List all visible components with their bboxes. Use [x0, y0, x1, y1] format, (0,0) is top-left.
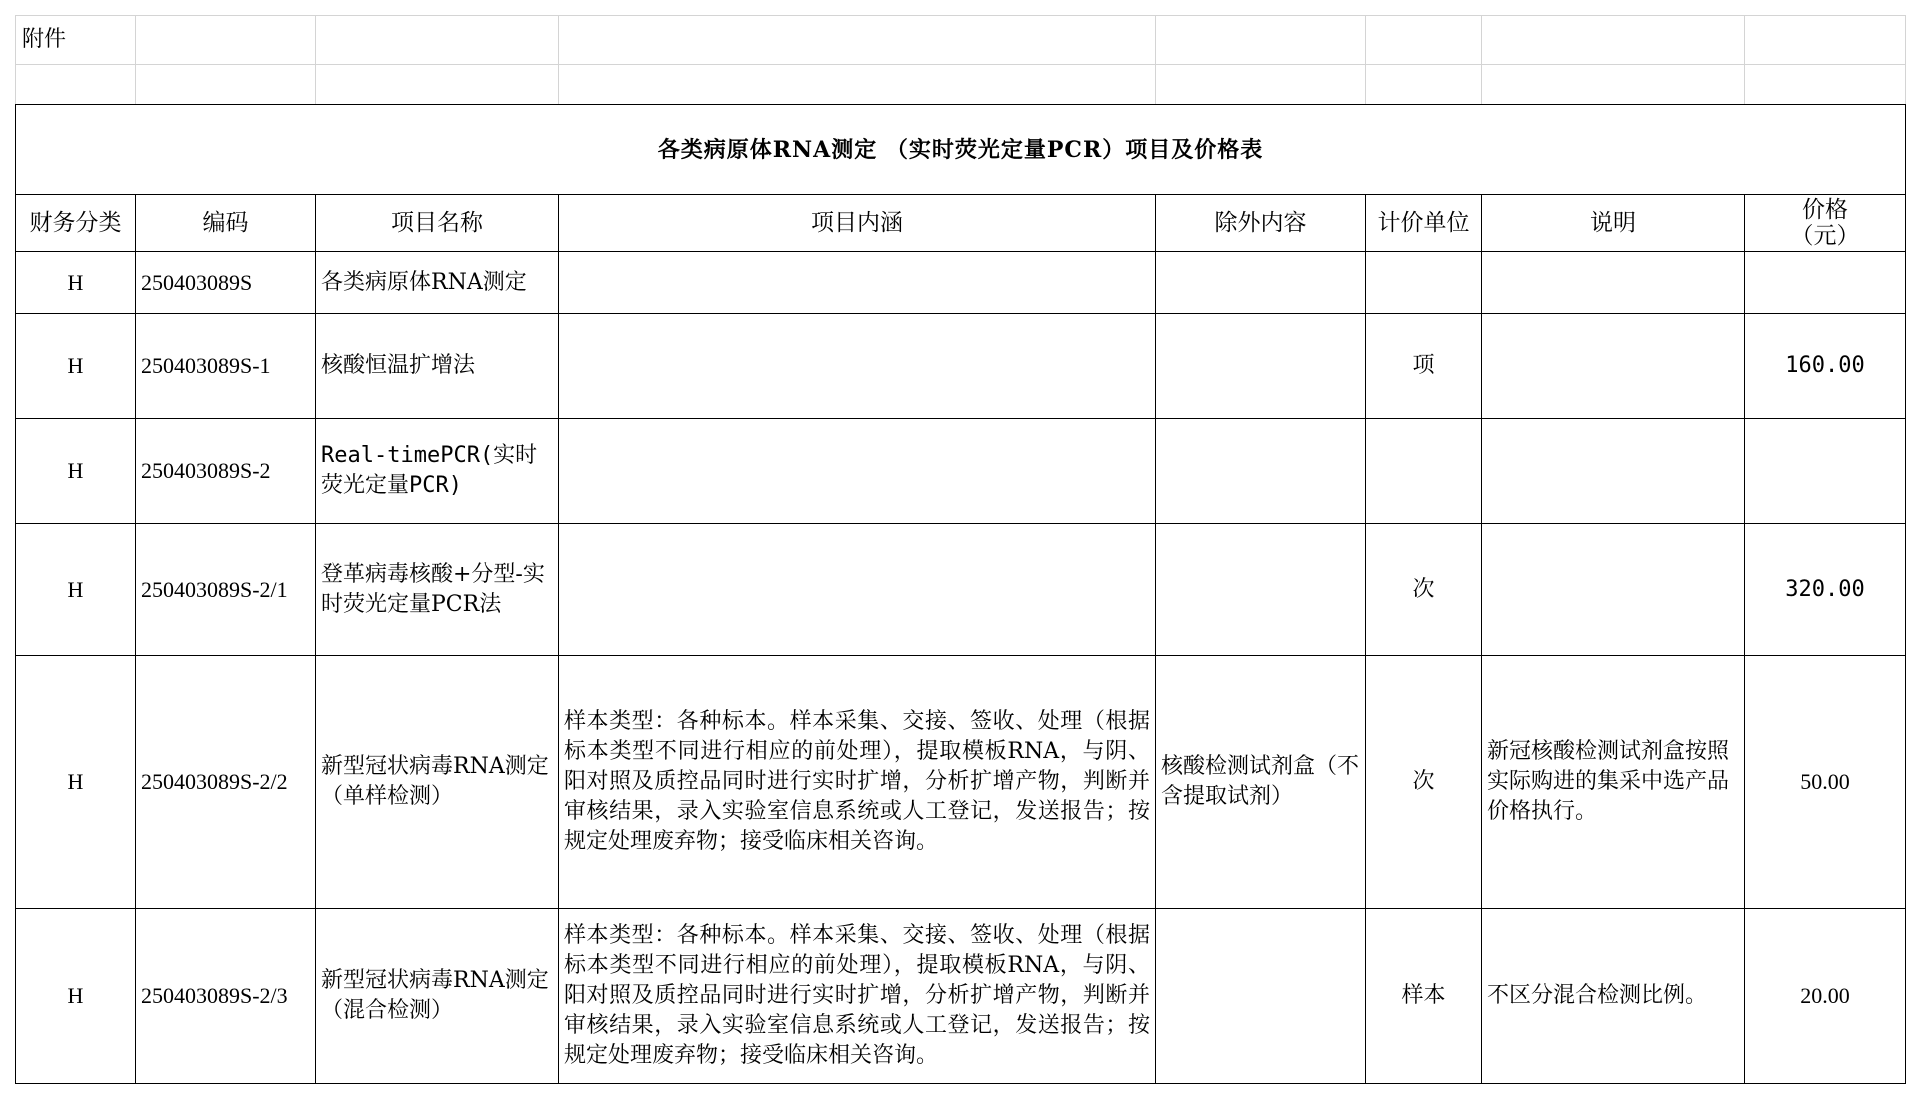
annex-row [16, 16, 1906, 65]
cell-name[interactable]: 各类病原体RNA测定 [316, 252, 559, 314]
cell-excluded[interactable] [1156, 252, 1366, 314]
header-code[interactable]: 编码 [136, 195, 316, 252]
empty-cell[interactable] [559, 65, 1156, 105]
cell-content[interactable] [559, 252, 1156, 314]
cell-note[interactable] [1482, 524, 1745, 656]
cell-price[interactable]: 20.00 [1745, 909, 1906, 1084]
cell-name[interactable]: 登革病毒核酸+分型-实时荧光定量PCR法 [316, 524, 559, 656]
cell-category[interactable]: H [16, 656, 136, 909]
cell-unit[interactable]: 次 [1366, 656, 1482, 909]
cell-excluded[interactable] [1156, 314, 1366, 419]
table-row [16, 909, 1906, 1084]
cell-note[interactable] [1482, 252, 1745, 314]
cell-code[interactable]: 250403089S-2 [136, 419, 316, 524]
header-name[interactable]: 项目名称 [316, 195, 559, 252]
empty-cell[interactable] [1156, 16, 1366, 65]
empty-cell[interactable] [1745, 16, 1906, 65]
cell-excluded[interactable] [1156, 419, 1366, 524]
table-row [16, 419, 1906, 524]
empty-cell[interactable] [1745, 65, 1906, 105]
empty-cell[interactable] [316, 16, 559, 65]
cell-category[interactable]: H [16, 524, 136, 656]
header-note[interactable]: 说明 [1482, 195, 1745, 252]
empty-cell[interactable] [16, 65, 136, 105]
price-table [15, 15, 1906, 1084]
annex-label[interactable]: 附件 [16, 16, 136, 65]
header-row [16, 195, 1906, 252]
table-row [16, 252, 1906, 314]
table-row [16, 656, 1906, 909]
table-row [16, 314, 1906, 419]
cell-note[interactable] [1482, 314, 1745, 419]
cell-content[interactable] [559, 524, 1156, 656]
cell-name[interactable]: 新型冠状病毒RNA测定（单样检测） [316, 656, 559, 909]
cell-note[interactable]: 新冠核酸检测试剂盒按照实际购进的集采中选产品价格执行。 [1482, 656, 1745, 909]
header-price[interactable]: 价格 （元） [1745, 195, 1906, 252]
title-row [16, 105, 1906, 195]
header-category[interactable]: 财务分类 [16, 195, 136, 252]
cell-price[interactable]: 160.00 [1745, 314, 1906, 419]
cell-category[interactable]: H [16, 314, 136, 419]
spacer-row [16, 65, 1906, 105]
cell-unit[interactable] [1366, 419, 1482, 524]
cell-content[interactable]: 样本类型：各种标本。样本采集、交接、签收、处理（根据标本类型不同进行相应的前处理），提取模板RNA，与阴、阳对照及质控品同时进行实时扩增，分析扩增产物，判断并审核结果，录入实验室信息系统或人工登记，发送报告；按规定处理废弃物；接受临床相关咨询。 [559, 656, 1156, 909]
cell-price[interactable] [1745, 252, 1906, 314]
cell-excluded[interactable] [1156, 524, 1366, 656]
cell-code[interactable]: 250403089S-2/3 [136, 909, 316, 1084]
empty-cell[interactable] [559, 16, 1156, 65]
cell-price[interactable] [1745, 419, 1906, 524]
header-unit[interactable]: 计价单位 [1366, 195, 1482, 252]
cell-code[interactable]: 250403089S-1 [136, 314, 316, 419]
empty-cell[interactable] [1482, 16, 1745, 65]
empty-cell[interactable] [136, 65, 316, 105]
cell-price[interactable]: 50.00 [1745, 656, 1906, 909]
cell-category[interactable]: H [16, 252, 136, 314]
cell-name[interactable]: Real-timePCR(实时荧光定量PCR) [316, 419, 559, 524]
header-excluded[interactable]: 除外内容 [1156, 195, 1366, 252]
cell-excluded[interactable]: 核酸检测试剂盒（不含提取试剂） [1156, 656, 1366, 909]
table-title[interactable]: 各类病原体RNA测定 （实时荧光定量PCR）项目及价格表 [16, 105, 1906, 195]
empty-cell[interactable] [1482, 65, 1745, 105]
cell-name[interactable]: 核酸恒温扩增法 [316, 314, 559, 419]
cell-unit[interactable]: 次 [1366, 524, 1482, 656]
cell-unit[interactable]: 样本 [1366, 909, 1482, 1084]
empty-cell[interactable] [136, 16, 316, 65]
cell-name[interactable]: 新型冠状病毒RNA测定（混合检测） [316, 909, 559, 1084]
empty-cell[interactable] [1366, 16, 1482, 65]
cell-category[interactable]: H [16, 909, 136, 1084]
cell-content[interactable] [559, 314, 1156, 419]
cell-category[interactable]: H [16, 419, 136, 524]
cell-content[interactable] [559, 419, 1156, 524]
cell-price[interactable]: 320.00 [1745, 524, 1906, 656]
cell-unit[interactable] [1366, 252, 1482, 314]
header-content[interactable]: 项目内涵 [559, 195, 1156, 252]
cell-unit[interactable]: 项 [1366, 314, 1482, 419]
cell-code[interactable]: 250403089S-2/1 [136, 524, 316, 656]
cell-code[interactable]: 250403089S-2/2 [136, 656, 316, 909]
cell-note[interactable]: 不区分混合检测比例。 [1482, 909, 1745, 1084]
empty-cell[interactable] [316, 65, 559, 105]
cell-content[interactable]: 样本类型：各种标本。样本采集、交接、签收、处理（根据标本类型不同进行相应的前处理），提取模板RNA，与阴、阳对照及质控品同时进行实时扩增，分析扩增产物，判断并审核结果，录入实验室信息系统或人工登记，发送报告；按规定处理废弃物；接受临床相关咨询。 [559, 909, 1156, 1084]
empty-cell[interactable] [1366, 65, 1482, 105]
cell-note[interactable] [1482, 419, 1745, 524]
table-row [16, 524, 1906, 656]
empty-cell[interactable] [1156, 65, 1366, 105]
cell-excluded[interactable] [1156, 909, 1366, 1084]
cell-code[interactable]: 250403089S [136, 252, 316, 314]
